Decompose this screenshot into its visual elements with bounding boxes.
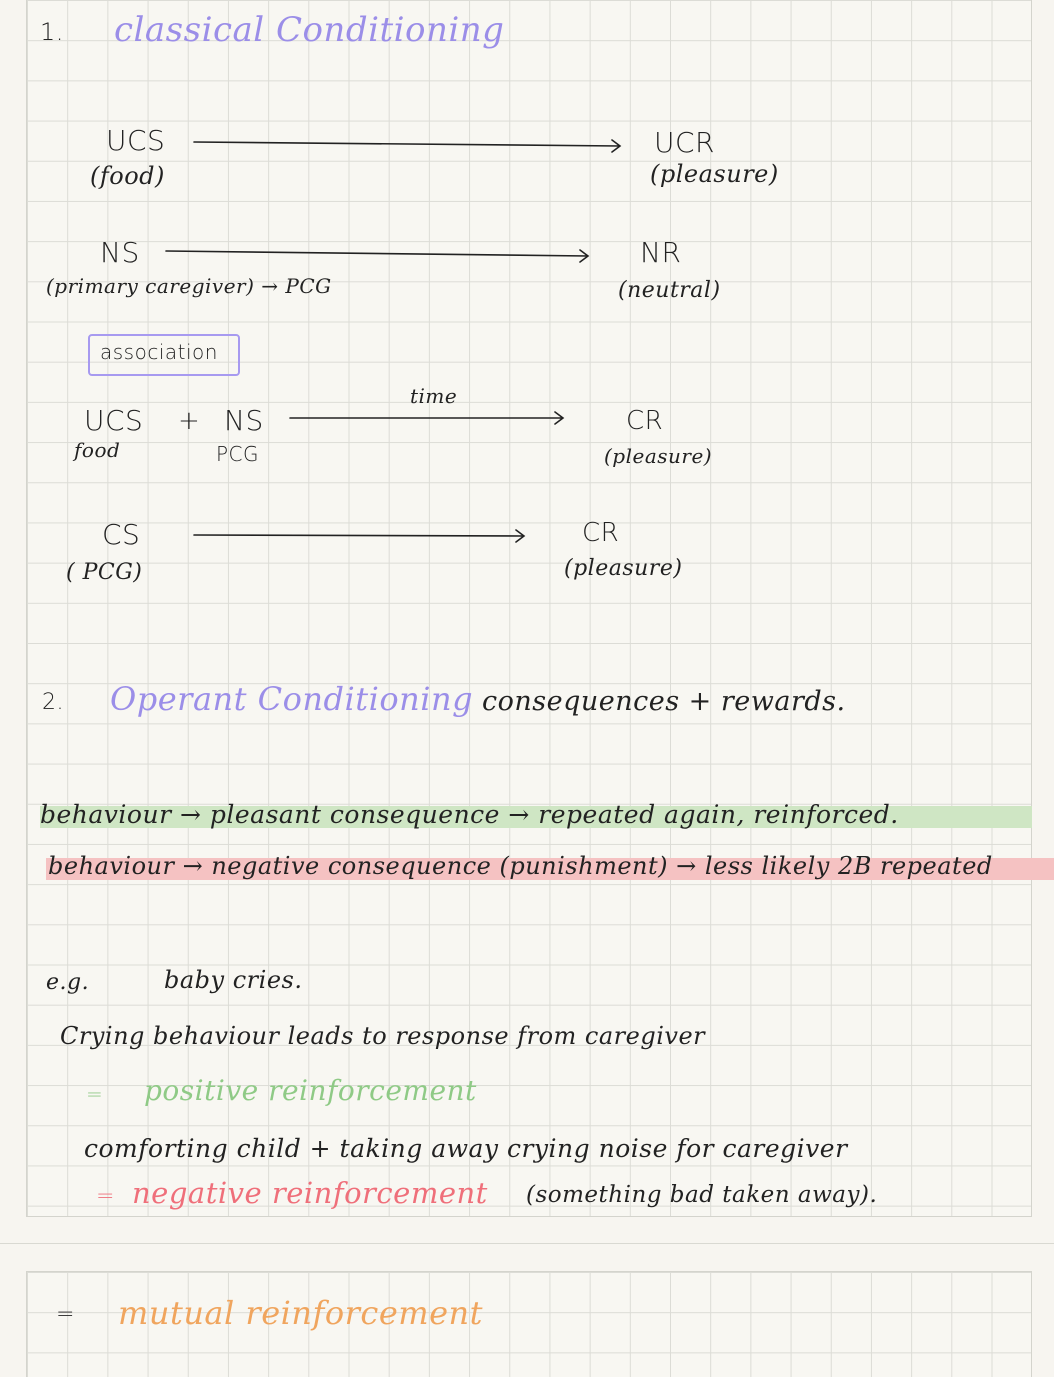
row1-left-sub: (food) (90, 162, 165, 190)
positive-reinforcement: positive reinforcement (144, 1074, 477, 1107)
crying-line: Crying behaviour leads to response from caregiver (60, 1022, 706, 1050)
row3-plus: + (178, 406, 201, 436)
row3-left2: NS (224, 404, 264, 437)
eg-text: baby cries. (164, 966, 303, 994)
section2-title: Operant Conditioning (110, 680, 474, 718)
negative-reinforcement: negative reinforcement (132, 1176, 488, 1210)
row1-right: UCR (654, 126, 715, 159)
page2-eq: = (56, 1302, 75, 1327)
section1-title: classical Conditioning (114, 10, 505, 50)
arrow-ns-nr (166, 250, 588, 262)
row3-sub1: food (74, 438, 121, 462)
arrow-cs-cr (194, 530, 524, 542)
section1-number: 1. (40, 18, 64, 46)
line-negative: behaviour → negative consequence (punishment) → less likely 2B repeated (48, 852, 993, 880)
row2-left-sub: (primary caregiver) → PCG (46, 274, 332, 298)
line-pleasant: behaviour → pleasant consequence → repeated again, reinforced. (40, 800, 899, 829)
association-label: association (100, 340, 218, 364)
negative-note: (something bad taken away). (526, 1182, 878, 1208)
row2-left: NS (100, 236, 140, 269)
row2-right: NR (640, 236, 682, 269)
eq2: = (96, 1184, 115, 1209)
eg-label: e.g. (46, 970, 90, 995)
row3-over-arrow: time (410, 384, 458, 408)
row4-right: CR (582, 518, 620, 548)
eq1: = (86, 1082, 104, 1106)
section2-number: 2. (42, 690, 64, 715)
row4-right-sub: (pleasure) (564, 556, 683, 581)
row3-right-sub: (pleasure) (604, 444, 713, 468)
arrow-ucsns-cr (290, 412, 563, 424)
row2-right-sub: (neutral) (618, 278, 721, 303)
row3-left1: UCS (84, 404, 144, 437)
arrow-ucs-ucr (194, 140, 620, 152)
mutual-reinforcement: mutual reinforcement (118, 1294, 483, 1332)
row1-right-sub: (pleasure) (650, 160, 779, 188)
row4-left: CS (102, 518, 141, 551)
row1-left: UCS (106, 124, 166, 157)
row3-sub2: PCG (216, 442, 260, 466)
comforting-line: comforting child + taking away crying noise for caregiver (84, 1134, 848, 1163)
row3-right: CR (626, 406, 664, 436)
row4-left-sub: ( PCG) (66, 560, 143, 585)
section2-subtitle: consequences + rewards. (482, 686, 846, 717)
